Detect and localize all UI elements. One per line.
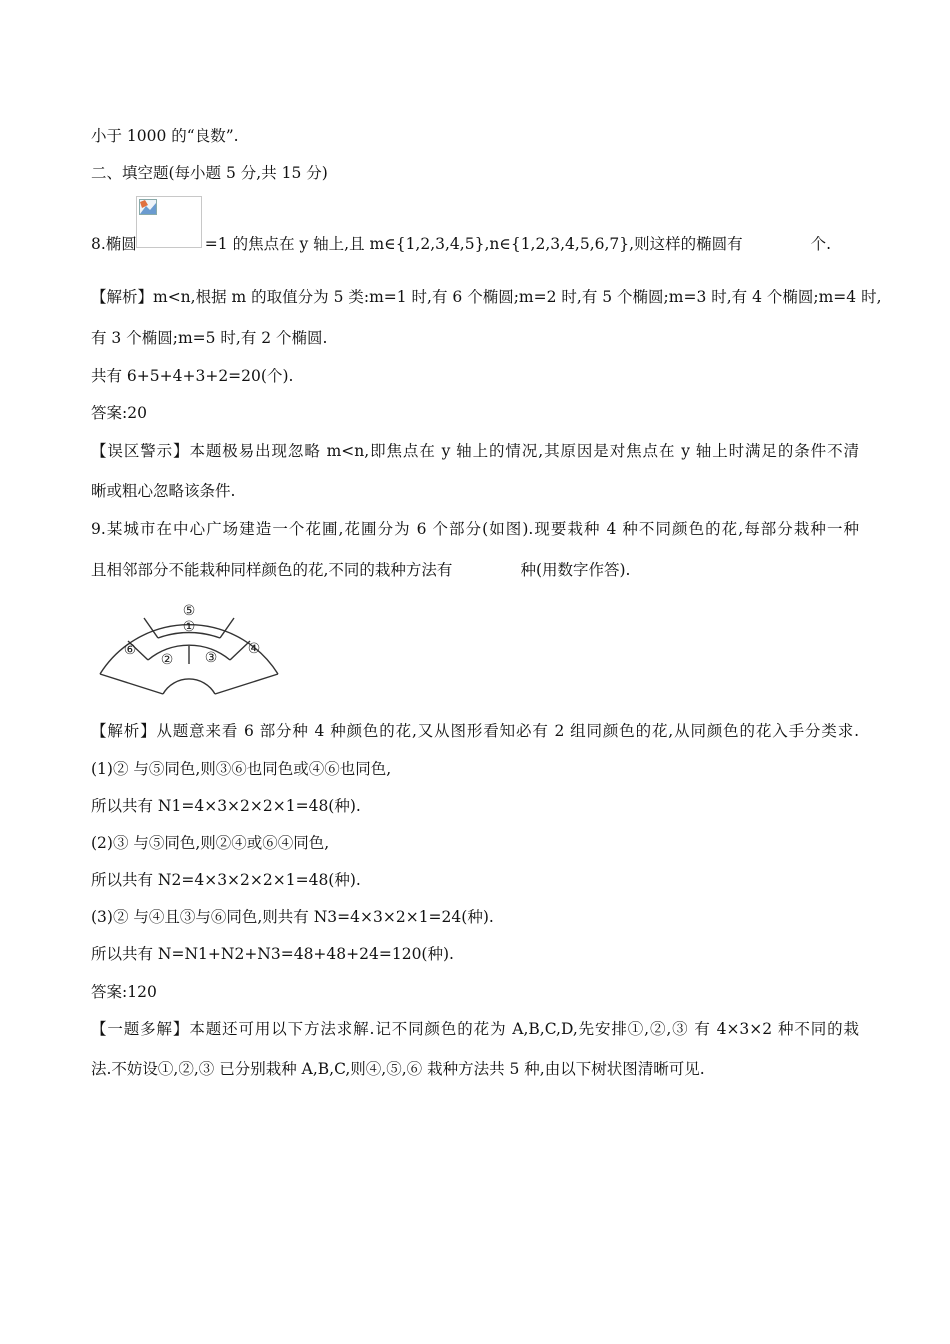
analysis-8-line-1: 【解析】m<n,根据 m 的取值分为 5 类:m=1 时,有 6 个椭圆;m=2 时,有 5 个椭圆;m=3 时,有 4 个椭圆;m=4 时, <box>91 288 882 306</box>
analysis-9-line-6: (3)② 与④且③与⑥同色,则共有 N3=4×3×2×1=24(种). <box>91 908 494 926</box>
broken-image-icon <box>139 199 157 215</box>
question-8 <box>91 234 831 254</box>
analysis-9-line-3: 所以共有 N1=4×3×2×2×1=48(种). <box>91 797 361 815</box>
text-line: 小于 1000 的“良数”. <box>91 127 239 145</box>
analysis-8-line-3: 共有 6+5+4+3+2=20(个). <box>91 367 294 385</box>
q8-part-c: 个. <box>810 235 832 253</box>
multi-solution-line-2: 法.不妨设①,②,③ 已分别栽种 A,B,C,则④,⑤,⑥ 栽种方法共 5 种,由以下树状图清晰可见. <box>91 1060 705 1078</box>
analysis-9-line-4: (2)③ 与⑤同色,则②④或⑥④同色, <box>91 834 330 852</box>
analysis-9-line-2: (1)② 与⑤同色,则③⑥也同色或④⑥也同色, <box>91 760 392 778</box>
q8-part-b: =1 的焦点在 y 轴上,且 m∈{1,2,3,4,5},n∈{1,2,3,4,5,6,7},则这样的椭圆有 <box>204 235 743 253</box>
q9-part-a: 且相邻部分不能栽种同样颜色的花,不同的栽种方法有 <box>91 561 453 579</box>
q8-part-a: 8.椭圆 <box>91 235 137 253</box>
flower-bed-diagram <box>96 596 286 706</box>
region-label-4: ④ <box>247 641 261 657</box>
region-label-1: ① <box>182 619 196 635</box>
q9-part-b: 种(用数字作答). <box>520 561 631 579</box>
analysis-9-line-1: 【解析】从题意来看 6 部分种 4 种颜色的花,又从图形看知必有 2 组同颜色的花,从同颜色的花入手分类求. <box>91 722 859 740</box>
region-label-6: ⑥ <box>123 642 137 658</box>
analysis-9-line-7: 所以共有 N=N1+N2+N3=48+48+24=120(种). <box>91 945 454 963</box>
question-9-line-2 <box>91 560 630 580</box>
question-9-line-1: 9.某城市在中心广场建造一个花圃,花圃分为 6 个部分(如图).现要栽种 4 种不同颜色的花,每部分栽种一种 <box>91 520 859 538</box>
region-label-2: ② <box>160 652 174 668</box>
section-heading: 二、填空题(每小题 5 分,共 15 分) <box>91 164 328 182</box>
analysis-9-line-5: 所以共有 N2=4×3×2×2×1=48(种). <box>91 871 361 889</box>
answer-9: 答案:120 <box>91 983 157 1001</box>
warning-8-line-1: 【误区警示】本题极易出现忽略 m<n,即焦点在 y 轴上的情况,其原因是对焦点在 y 轴上时满足的条件不清 <box>91 442 859 460</box>
warning-8-line-2: 晰或粗心忽略该条件. <box>91 482 236 500</box>
multi-solution-line-1: 【一题多解】本题还可用以下方法求解.记不同颜色的花为 A,B,C,D,先安排①,②,③ 有 4×3×2 种不同的栽 <box>91 1020 859 1038</box>
region-label-5: ⑤ <box>182 603 196 619</box>
analysis-8-line-2: 有 3 个椭圆;m=5 时,有 2 个椭圆. <box>91 329 328 347</box>
region-label-3: ③ <box>204 650 218 666</box>
answer-8: 答案:20 <box>91 404 147 422</box>
